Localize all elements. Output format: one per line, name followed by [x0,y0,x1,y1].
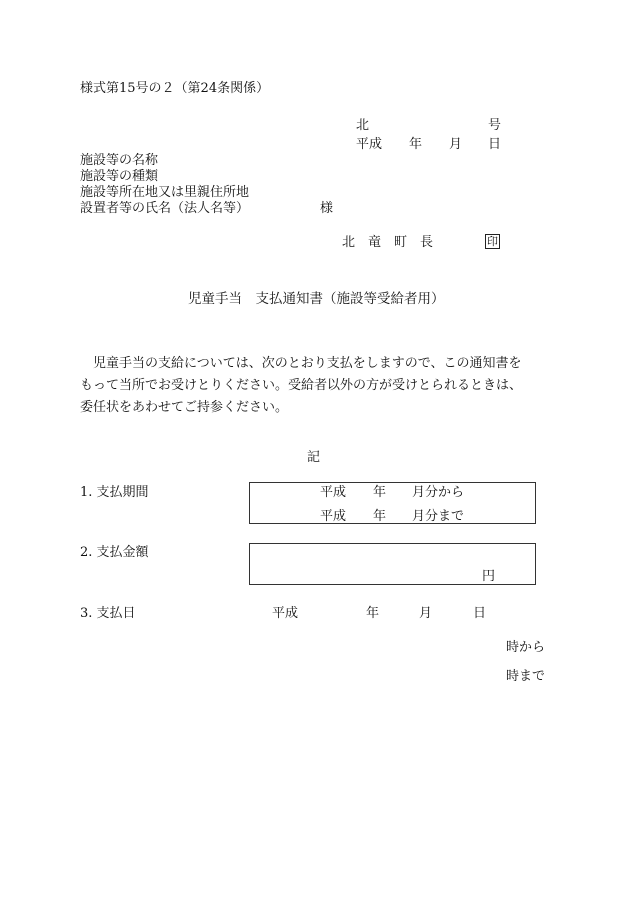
payment-date-day: 日 [473,606,487,621]
header-era: 平成 [356,137,383,152]
honorific: 様 [320,201,334,216]
header-day: 日 [488,137,502,152]
payment-time-from: 時から [506,640,546,655]
amount-unit: 円 [482,569,496,584]
header-month: 月 [449,137,463,152]
facility-name-label: 施設等の名称 [80,153,159,168]
period-to-era: 平成 [320,509,347,524]
ki-marker: 記 [307,450,321,465]
issuer-title: 北 竜 町 長 [342,235,434,250]
form-id: 様式第15号の２（第24条関係） [80,81,270,96]
payment-time-to: 時まで [506,669,546,684]
period-from-suffix: 月分から [412,485,465,500]
payment-date-month: 月 [419,606,433,621]
amount-box [249,543,536,585]
payment-date-year: 年 [366,606,380,621]
office-prefix: 北 [356,118,370,133]
facility-type-label: 施設等の種類 [80,169,159,184]
payment-date-era: 平成 [272,606,299,621]
number-suffix: 号 [488,118,502,133]
body-paragraph: 児童手当の支給については、次のとおり支払をしますので、この通知書をもって当所でお受けとりください。受給者以外の方が受けとられるときは、委任状をあわせてご持参ください。 [80,356,523,415]
operator-name-label: 設置者等の氏名（法人名等） [80,201,250,216]
facility-address-label: 施設等所在地又は里親住所地 [80,185,250,200]
period-from-era: 平成 [320,485,347,500]
period-to-suffix: 月分まで [412,509,465,524]
period-from-year: 年 [373,485,387,500]
document-title: 児童手当 支払通知書（施設等受給者用） [188,291,445,307]
period-label: 1. 支払期間 [80,485,149,500]
seal-stamp: 印 [487,235,498,248]
period-to-year: 年 [373,509,387,524]
header-year: 年 [409,137,423,152]
amount-label: 2. 支払金額 [80,545,149,560]
period-box [249,482,536,524]
payment-date-label: 3. 支払日 [80,606,136,621]
